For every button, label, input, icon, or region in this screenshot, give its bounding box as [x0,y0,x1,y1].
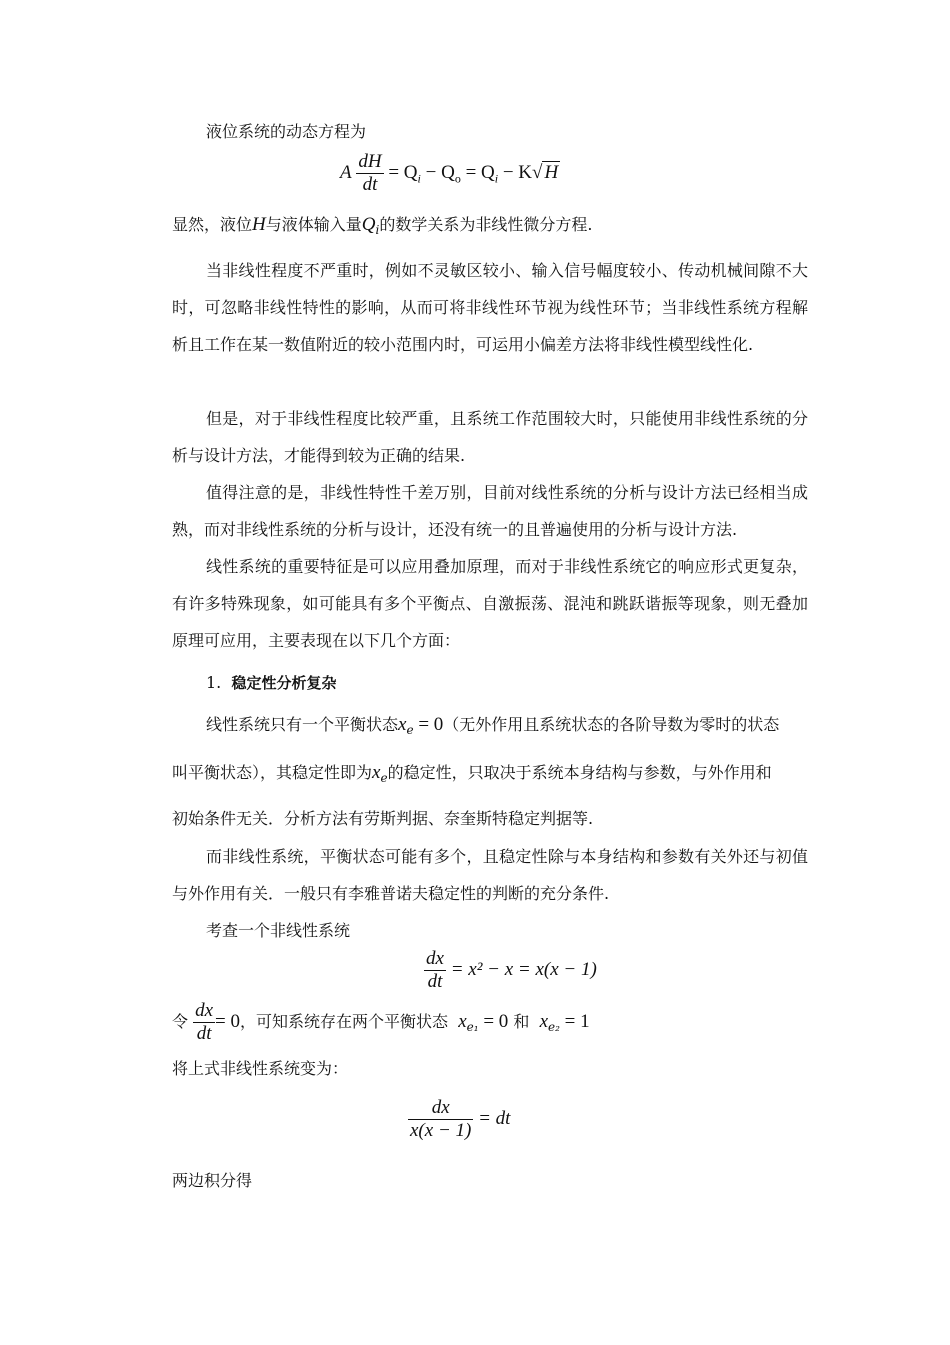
paragraph-mild-nonlinearity: 当非线性程度不严重时，例如不灵敏区较小、输入信号幅度较小、传动机械间隙不大时，可忽略非线性特性的影响，从而可将非线性环节视为线性环节；当非线性系统方程解析且工作在某一数值附近的较小范围内时，可运用小偏差方法将非线性模型线性化. [172,261,808,354]
equation-example-system: $\frac{dx}{dt}$ = x² − x = x(x − 1) [426,948,597,992]
paragraph-notice: 值得注意的是，非线性特性千差万别，目前对线性系统的分析与设计方法已经相当成熟，而对非线性系统的分析与设计，还没有统一的且普遍使用的分析与设计方法. [172,483,808,539]
intro-line: 液位系统的动态方程为 [206,122,367,141]
section-heading: 1. 稳定性分析复杂 [206,673,337,692]
equilibrium-condition: 令 $\frac{dx}{dt}$ = 0，可知系统存在两个平衡状态 $x_{e_1} = 0$ 和 $x_{e_2} = 1$ [172,1000,590,1044]
nonlinear-statement: 显然，液位H与液体输入量$Q_i$的数学关系为非线性微分方程. [172,214,593,238]
paragraph-analysis-methods: 初始条件无关．分析方法有劳斯判据、奈奎斯特稳定判据等. [172,809,594,828]
paragraph-stability-line: 叫平衡状态），其稳定性即为$x_e$的稳定性，只取决于系统本身结构与参数，与外作用和 [172,762,772,786]
paragraph-nonlinear-equilibrium: 而非线性系统，平衡状态可能有多个，且稳定性除与本身结构和参数有关外还与初值与外作用有关．一般只有李雅普诺夫稳定性的判断的充分条件. [172,847,808,903]
paragraph-integrate: 两边积分得 [172,1171,253,1190]
paragraph-severe-nonlinearity: 但是，对于非线性程度比较严重，且系统工作范围较大时，只能使用非线性系统的分析与设计方法，才能得到较为正确的结果. [172,409,808,465]
paragraph-linear-equilibrium: 线性系统只有一个平衡状态$x_e = 0$（无外作用且系统状态的各阶导数为零时的状态 [206,714,780,738]
equation-level-system: A $\frac{dH}{dt}$ = $Q_i - Q_o = Q_i - K√$ H [340,151,559,195]
paragraph-example-intro: 考查一个非线性系统 [206,921,351,940]
paragraph-transform: 将上式非线性系统变为： [172,1059,349,1078]
paragraph-superposition: 线性系统的重要特征是可以应用叠加原理，而对于非线性系统它的响应形式更复杂，有许多特殊现象，如可能具有多个平衡点、自激振荡、混沌和跳跃谐振等现象，则无叠加原理可应用，主要表现在以下几个方面： [172,557,808,650]
equation-separated: $\frac{dx}{x(x - 1)}$ = dt [410,1097,511,1141]
